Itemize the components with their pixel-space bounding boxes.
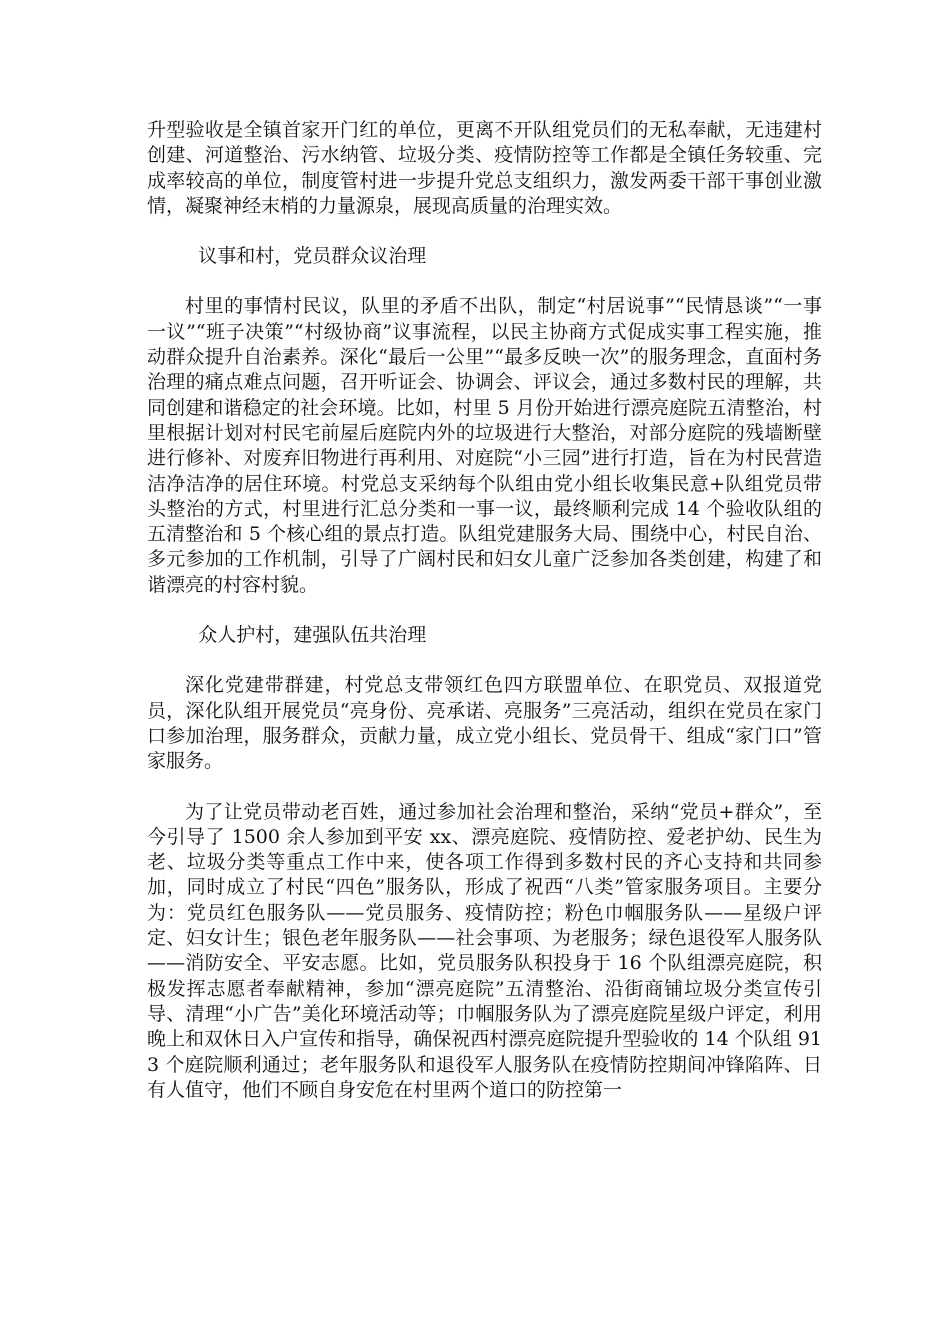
paragraph-continuation: 升型验收是全镇首家开门红的单位，更离不开队组党员们的无私奉献，无违建村创建、河道整治、污水纳管、垃圾分类、疫情防控等工作都是全镇任务较重、完成率较高的单位，制度管村进一步提升党总支组织力，激发两委干部干事创业激情，凝聚神经末梢的力量源泉，展现高质量的治理实效。 — [147, 119, 822, 217]
section-heading-deliberation: 议事和村，党员群众议治理 — [198, 245, 427, 268]
paragraph-deliberation: 村里的事情村民议，队里的矛盾不出队，制定“村居说事”“民情恳谈”“一事一议”“班子决策”“村级协商”议事流程，以民主协商方式促成实事工程实施，推动群众提升自治素养。深化“最后一公里”“最多反映一次”的服务理念，直面村务治理的痛点难点问题，召开听证会、协调会、评议会，通过多数村民的理解，共同创建和谐稳定的社会环境。比如，村里 5 月份开始进行漂亮庭院五清整治，村里根据计划对村民宅前屋后庭院内外的垃圾进行大整治，对部分庭院的残墙断壁进行修补、对废弃旧物进行再利用、对庭院“小三园”进行打造，旨在为村民营造洁净洁净的居住环境。村党总支采纳每个队组由党小组长收集民意+队组党员带头整治的方式，村里进行汇总分类和一事一议，最终顺利完成 14 个验收队组的五清整治和 5 个核心组的景点打造。队组党建服务大局、围绕中心，村民自治、多元参加的工作机制，引导了广阔村民和妇女儿童广泛参加各类创建，构建了和谐漂亮的村容村貌。 — [147, 295, 822, 596]
paragraph-service-teams: 为了让党员带动老百姓，通过参加社会治理和整治，采纳“党员+群众”，至今引导了 1500 余人参加到平安 xx、漂亮庭院、疫情防控、爱老护幼、民生为老、垃圾分类等重点工作中来，使各项工作得到多数村民的齐心支持和共同参加，同时成立了村民“四色”服务队，形成了祝西“八类”管家服务项目。主要分为：党员红色服务队——党员服务、疫情防控；粉色巾帼服务队——星级户评定、妇女计生；银色老年服务队——社会事项、为老服务；绿色退役军人服务队——消防安全、平安志愿。比如，党员服务队积投身于 16 个队组漂亮庭院，积极发挥志愿者奉献精神，参加“漂亮庭院”五清整治、沿街商铺垃圾分类宣传引导、清理“小广告”美化环境活动等；巾帼服务队为了漂亮庭院星级户评定，利用晚上和双休日入户宣传和指导，确保祝西村漂亮庭院提升型验收的 14 个队组 913 个庭院顺利通过；老年服务队和退役军人服务队在疫情防控期间冲锋陷阵、日有人值守，他们不顾自身安危在村里两个道口的防控第一 — [147, 800, 822, 1101]
section-heading-co-governance: 众人护村，建强队伍共治理 — [198, 624, 427, 647]
document-body — [147, 118, 822, 1128]
paragraph-party-building: 深化党建带群建，村党总支带领红色四方联盟单位、在职党员、双报道党员，深化队组开展党员“亮身份、亮承诺、亮服务”三亮活动，组织在党员在家门口参加治理，服务群众，贡献力量，成立党小组长、党员骨干、组成“家门口”管家服务。 — [147, 674, 822, 773]
